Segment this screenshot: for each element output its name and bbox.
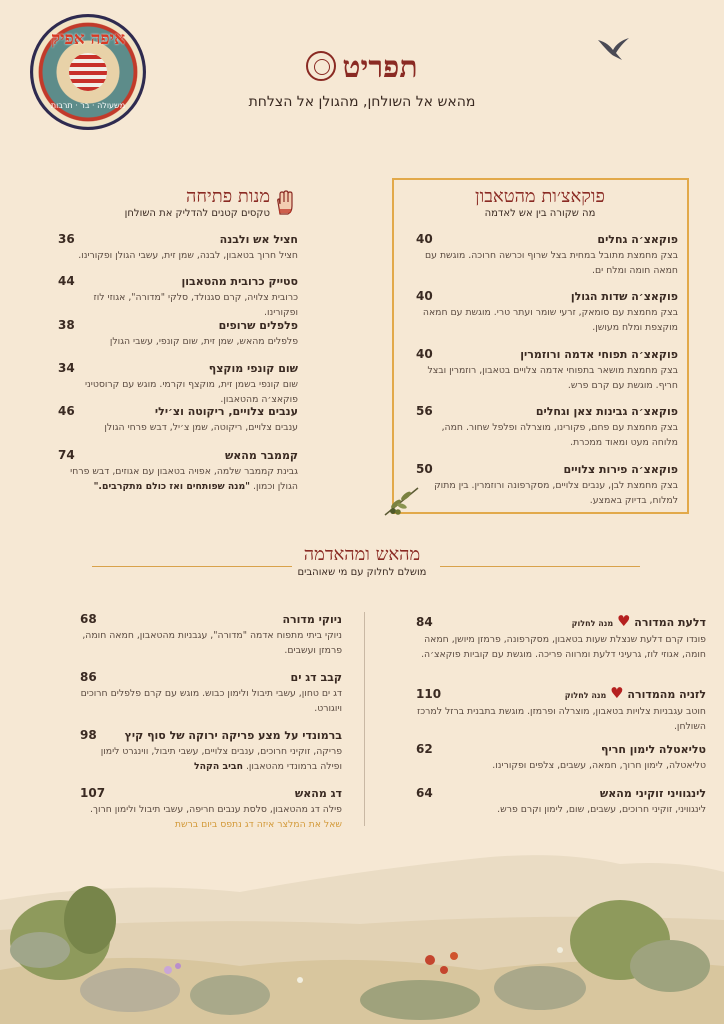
item-name: חציל אש ולבנה (219, 233, 298, 246)
menu-item (58, 232, 298, 263)
menu-item (80, 728, 342, 774)
menu-item (416, 612, 706, 662)
item-price: 40 (416, 347, 433, 361)
mains-title: מהאש ומהאדמה (303, 544, 421, 565)
olive-branch-icon (382, 484, 422, 518)
item-desc: פונדו קרם דלעת שנצלת שעות בטאבון, מסקרפונה, פרמזן מיושן, חמאה חומה, אגוזי לוז, גרעיני דלעת ומרווה פריכה. מוגשת עם קוביות פוקאצ׳ה. (421, 634, 706, 660)
foccacia-subtitle: מה שקורה בין אש לאדמה (484, 208, 596, 219)
item-price: 86 (80, 670, 97, 684)
share-tag: מנה לחלוק (564, 691, 607, 700)
menu-item (416, 404, 678, 450)
page-title: תפריט (0, 50, 724, 85)
item-name: סטייק כרובית מהטאבון (181, 275, 298, 288)
menu-item (80, 670, 342, 716)
item-price: 64 (416, 786, 433, 800)
menu-item (58, 274, 298, 320)
item-price: 40 (416, 289, 433, 303)
item-desc: דג ים טחון, עשבי תיבול ולימון כבוש. מוגש עם קרם פלפלים חרוכים ויוגורט. (80, 688, 342, 714)
hand-icon (274, 190, 296, 216)
divider-right (440, 566, 640, 567)
item-name: לינגוויני זוקיני מהאש (599, 787, 706, 800)
menu-item (416, 684, 706, 734)
item-desc: גבינת קממבר שלמה, אפויה בטאבון עם אגוזים, דבש פרחי הגולן וכמון. "מנה שפותחים ואז כולם מתקרבים." (70, 466, 298, 492)
item-desc: פלפלים מהאש, שמן זית, שום קונפי, עשבי הגולן (109, 336, 298, 347)
item-price: 50 (416, 462, 433, 476)
item-note: שאל את המלצר איזה דג נתפס ביום ברשת (174, 819, 342, 830)
item-name: לזניה מהמדורה ♥ מנה לחלוק (564, 684, 706, 702)
item-desc: כרובית צלויה, קרם סגנולד, סלקי "מדורה", אגוזי לוז ופקורינו. (93, 292, 298, 318)
item-price: 40 (416, 232, 433, 246)
item-name: פוקאצ׳ה פירות צלויים (563, 463, 678, 476)
item-price: 36 (58, 232, 75, 246)
landscape-illustration (0, 820, 724, 1024)
item-name: קממבר מהאש (224, 449, 298, 462)
item-price: 74 (58, 448, 75, 462)
item-desc: בצק מחמצת עם פחם, פקורינו, מוצרלה ופלפל שחור. חמה, מלוחה מעט ומאוד ממכרת. (441, 422, 678, 448)
item-desc: ניוקי ביתי מתפוח אדמה "מדורה", עגבניות מהטאבון, חמאה חומה, פרמזן ועשבים. (82, 630, 342, 656)
item-desc: פילה דג מהטאבון, סלסת ענבים חריפה, עשבי תיבול ולימון חרוך. שאל את המלצר איזה דג נתפס ביום ברשת (90, 804, 342, 830)
item-price: 34 (58, 361, 75, 375)
item-name: שום קונפי מוקצף (208, 362, 298, 375)
menu-item (58, 448, 298, 494)
menu-item (416, 742, 706, 773)
item-name: דג מהאש (294, 787, 342, 800)
logo-subtitle: משעולה · בר · תרבות (50, 101, 126, 110)
item-price: 107 (80, 786, 106, 800)
item-name: פוקאצ׳ה גחלים (597, 233, 678, 246)
item-desc: חוטב עגבניות צלויות בטאבון, מוצרלה ופרמזן. מוגשת בתבנית ברזל למרכז השולחן. (417, 706, 706, 732)
starters-subtitle: טקסים קטנים להדליק את השולחן (124, 208, 270, 219)
item-desc: ענבים צלויים, ריקוטה, שמן צ׳יל, דבש פרחי הגולן (104, 422, 298, 433)
item-price: 84 (416, 615, 433, 629)
item-quote: "מנה שפותחים ואז כולם מתקרבים." (93, 481, 251, 492)
item-name: פוקאצ׳ה תפוחי אדמה ורוזמרין (520, 348, 678, 361)
heart-icon: ♥ (616, 612, 631, 630)
plate-icon (306, 51, 336, 81)
item-desc: פריקה, זוקיני חרוכים, ענבים צלויים, עשבי תיבול, ווינגרט לימון ופילה ברמונדי מהטאבון. חביב הקהל (100, 746, 342, 772)
item-badge: חביב הקהל (194, 761, 243, 772)
item-price: 56 (416, 404, 433, 418)
item-desc: טליאטלה, לימון חרוך, חמאה, עשבים, צלפים ופקורינו. (492, 760, 706, 771)
item-price: 62 (416, 742, 433, 756)
menu-item (416, 462, 678, 508)
item-desc: בצק מחמצת מתובל במחית בצל שרוף וכרשה חרוכה. מוגשת עם חמאה חומה ומלח ים. (425, 250, 678, 276)
menu-item (58, 404, 298, 435)
column-divider (364, 612, 365, 826)
item-name: פוקאצ׳ה שדות הגולן (570, 290, 678, 303)
item-price: 46 (58, 404, 75, 418)
item-price: 98 (80, 728, 97, 742)
item-name: ענבים צלויים, ריקוטה וצ׳ילי (154, 405, 298, 418)
menu-item (416, 786, 706, 817)
item-desc: שום קונפי בשמן זית, מוקצף וקרמי. מוגש עם קרוסטיני פוקאצ׳ה מהטאבון. (84, 379, 298, 405)
mains-subtitle: מושלם לחלוק עם מי שאוהבים (297, 567, 427, 578)
item-name: טליאטלה לימון חריף (601, 743, 706, 756)
menu-item (58, 361, 298, 407)
menu-item (416, 289, 678, 335)
menu-item (416, 347, 678, 393)
item-name: דלעת המדורה ♥ מנה לחלוק (571, 612, 706, 630)
item-price: 44 (58, 274, 75, 288)
item-desc: חציל חרוך בטאבון, לבנה, שמן זית, עשבי הגולן ופקורינו. (78, 250, 298, 261)
heart-icon: ♥ (610, 684, 624, 702)
logo-name: איפה אפיק (50, 29, 126, 49)
item-name: קבב דג ים (290, 671, 342, 684)
item-name: ניוקי מדורה (282, 613, 342, 626)
menu-item (416, 232, 678, 278)
foccacia-title: פוקאצ׳ות מהטאבון (475, 186, 605, 207)
share-tag: מנה לחלוק (571, 619, 614, 628)
item-desc: בצק מחמצת לבן, ענבים צלויים, מסקרפונה ורוזמרין. בין מתוק למלוח, בדיוק באמצע. (434, 480, 678, 506)
item-price: 110 (416, 687, 442, 701)
item-desc: בצק מחמצת מושאר בתפוחי אדמה צלויים בטאבון, רוזמרין ובצל חריף. מוגשת עם קרם פרש. (427, 365, 678, 391)
item-name: פוקאצ׳ה גבינות צאן וגחלים (535, 405, 678, 418)
menu-item (80, 612, 342, 658)
starters-title: מנות פתיחה (186, 186, 270, 207)
item-price: 38 (58, 318, 75, 332)
item-price: 68 (80, 612, 97, 626)
menu-item (58, 318, 298, 349)
item-name: פלפלים שרופים (218, 319, 298, 332)
item-name: ברמונדי על מצע פריקה ירוקה של סוף קיץ (124, 729, 342, 742)
page-subtitle: מהאש אל השולחן, מהגולן אל הצלחת (248, 94, 476, 110)
item-desc: לינגוויני, זוקיני חרוכים, עשבים, שום, לימון וקרם פרש. (497, 804, 706, 815)
item-desc: בצק מחמצת עם סומאק, זרעי שומר ועתר טרי. מוגשת עם חמאה מוקצפת ומלח מעושן. (422, 307, 678, 333)
